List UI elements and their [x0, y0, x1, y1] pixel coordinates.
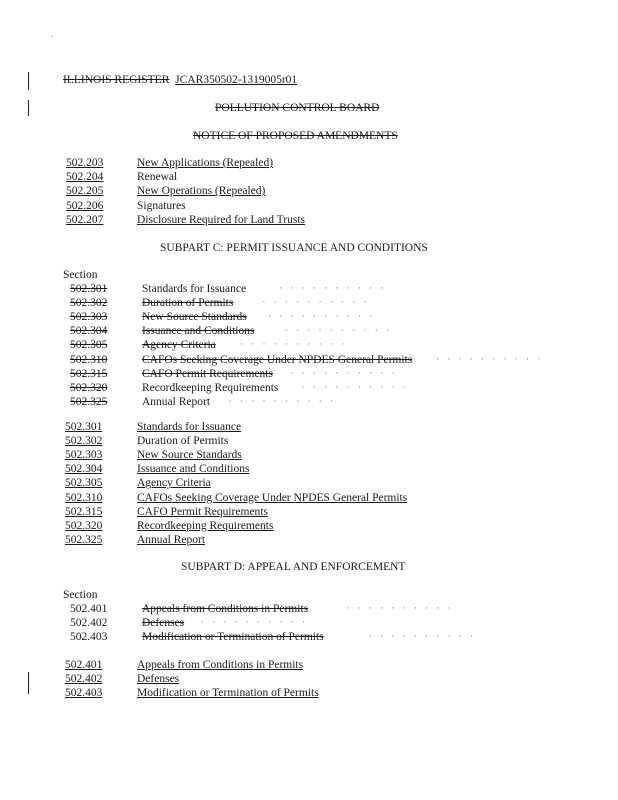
- section-number: 502.206: [66, 199, 104, 212]
- section-title: Signatures: [137, 199, 186, 212]
- scan-noise: · · · · · · · · · ·: [240, 339, 348, 350]
- section-title: Renewal: [137, 171, 178, 184]
- jcar-code: JCAR350502-1319005r01: [175, 74, 298, 86]
- subpart-d-heading: SUBPART D: APPEAL AND ENFORCEMENT: [181, 561, 406, 573]
- register-title: ILLINOIS REGISTER: [63, 74, 170, 86]
- section-title: Issuance and Conditions: [142, 325, 255, 338]
- section-number: 502.304: [70, 325, 108, 338]
- section-number: 502.204: [66, 171, 104, 184]
- section-number: 502.302: [70, 297, 108, 310]
- board-title: POLLUTION CONTROL BOARD: [215, 102, 380, 114]
- section-row: [0, 200, 618, 214]
- section-row: [0, 214, 618, 228]
- section-title: Issuance and Conditions: [137, 463, 250, 476]
- section-title: Annual Report: [137, 533, 206, 546]
- section-number: 502.325: [70, 395, 108, 408]
- section-number: 502.305: [65, 477, 103, 490]
- section-number: 502.325: [65, 533, 103, 546]
- section-row: [0, 449, 618, 463]
- revision-bar: [28, 100, 29, 116]
- section-row: [0, 534, 618, 548]
- section-row: [0, 603, 618, 617]
- section-number: 502.403: [65, 687, 103, 700]
- subpart-d-section-label: Section: [63, 589, 98, 601]
- section-title: Defenses: [142, 617, 185, 630]
- section-title: Annual Report: [142, 395, 211, 408]
- section-title: New Source Standards: [137, 449, 242, 462]
- section-number: 502.310: [65, 491, 103, 504]
- section-title: Defenses: [137, 673, 180, 686]
- section-number: 502.304: [65, 463, 103, 476]
- section-number: 502.315: [70, 367, 108, 380]
- scan-noise: · · · · · · · · · ·: [200, 617, 309, 628]
- scan-noise: · · · · · · · · · ·: [284, 325, 393, 336]
- section-title: Recordkeeping Requirements: [137, 519, 274, 532]
- section-row: [0, 631, 618, 645]
- section-number: 502.401: [70, 603, 108, 615]
- section-title: CAFO Permit Requirements: [142, 367, 273, 380]
- section-row: [0, 463, 618, 477]
- section-title: New Applications (Repealed): [137, 157, 274, 169]
- section-title: Agency Criteria: [137, 477, 211, 490]
- section-number: 502.401: [65, 659, 103, 671]
- section-number: 502.301: [70, 283, 108, 295]
- scan-noise: · · · · · · · · · ·: [279, 283, 387, 293]
- scan-noise: · · · · · · · · · ·: [346, 603, 454, 613]
- section-number: 502.203: [66, 157, 104, 169]
- scan-noise: · · · · · · · · · ·: [268, 311, 376, 322]
- section-title: Appeals from Conditions in Permits: [142, 603, 309, 615]
- scan-speck: [52, 36, 53, 37]
- scan-noise: · · · · · · · · · ·: [436, 353, 544, 364]
- scan-noise: · · · · · · · · · ·: [290, 367, 398, 378]
- section-row: [0, 311, 618, 325]
- section-number: 502.320: [70, 381, 108, 394]
- section-row: [0, 297, 618, 311]
- section-number: 502.207: [66, 213, 104, 226]
- subpart-c-section-label: Section: [63, 269, 98, 281]
- section-row: [0, 368, 618, 382]
- section-number: 502.402: [65, 673, 103, 686]
- section-number: 502.302: [65, 435, 103, 448]
- section-row: [0, 659, 618, 673]
- subpart-c-heading: SUBPART C: PERMIT ISSUANCE AND CONDITIONS: [160, 242, 428, 254]
- section-row: [0, 339, 618, 353]
- section-title: Disclosure Required for Land Trusts: [137, 213, 306, 226]
- section-title: Duration of Permits: [137, 435, 229, 448]
- section-row: [0, 506, 618, 520]
- section-title: CAFOs Seeking Coverage Under NPDES General Permits: [142, 353, 413, 366]
- section-number: 502.402: [70, 617, 108, 630]
- section-row: [0, 354, 618, 368]
- section-row: [0, 673, 618, 687]
- scan-noise: · · · · · · · · · ·: [228, 395, 337, 406]
- section-title: Modification or Termination of Permits: [137, 687, 319, 700]
- section-row: [0, 185, 618, 199]
- section-number: 502.315: [65, 505, 103, 518]
- section-title: Duration of Permits: [142, 297, 234, 310]
- section-title: CAFOs Seeking Coverage Under NPDES General Permits: [137, 491, 408, 504]
- section-row: [0, 157, 618, 171]
- section-row: [0, 617, 618, 631]
- section-row: [0, 421, 618, 435]
- revision-bar: [28, 72, 29, 90]
- section-number: 502.310: [70, 353, 108, 366]
- section-title: CAFO Permit Requirements: [137, 505, 268, 518]
- section-number: 502.305: [70, 339, 108, 352]
- scan-noise: · · · · · · · · · ·: [368, 631, 477, 642]
- scan-noise: · · · · · · · · · ·: [262, 297, 370, 308]
- section-number: 502.205: [66, 185, 104, 198]
- section-row: [0, 435, 618, 449]
- section-row: [0, 396, 618, 410]
- section-title: Standards for Issuance: [142, 283, 247, 295]
- section-title: Agency Criteria: [142, 339, 216, 352]
- section-title: New Operations (Repealed): [137, 185, 266, 198]
- section-title: Recordkeeping Requirements: [142, 381, 279, 394]
- section-row: [0, 477, 618, 491]
- section-row: [0, 492, 618, 506]
- scan-noise: · · · · · · · · · ·: [301, 381, 409, 392]
- notice-title: NOTICE OF PROPOSED AMENDMENTS: [193, 130, 398, 142]
- section-number: 502.320: [65, 519, 103, 532]
- register-header: [63, 74, 297, 86]
- section-row: [0, 687, 618, 701]
- section-number: 502.303: [65, 449, 103, 462]
- section-row: [0, 171, 618, 185]
- section-title: Appeals from Conditions in Permits: [137, 659, 304, 671]
- section-number: 502.403: [70, 631, 108, 644]
- section-row: [0, 283, 618, 297]
- section-row: [0, 520, 618, 534]
- section-row: [0, 382, 618, 396]
- section-number: 502.303: [70, 311, 108, 324]
- section-title: New Source Standards: [142, 311, 247, 324]
- section-title: Modification or Termination of Permits: [142, 631, 324, 644]
- section-row: [0, 325, 618, 339]
- section-number: 502.301: [65, 421, 103, 433]
- section-title: Standards for Issuance: [137, 421, 242, 433]
